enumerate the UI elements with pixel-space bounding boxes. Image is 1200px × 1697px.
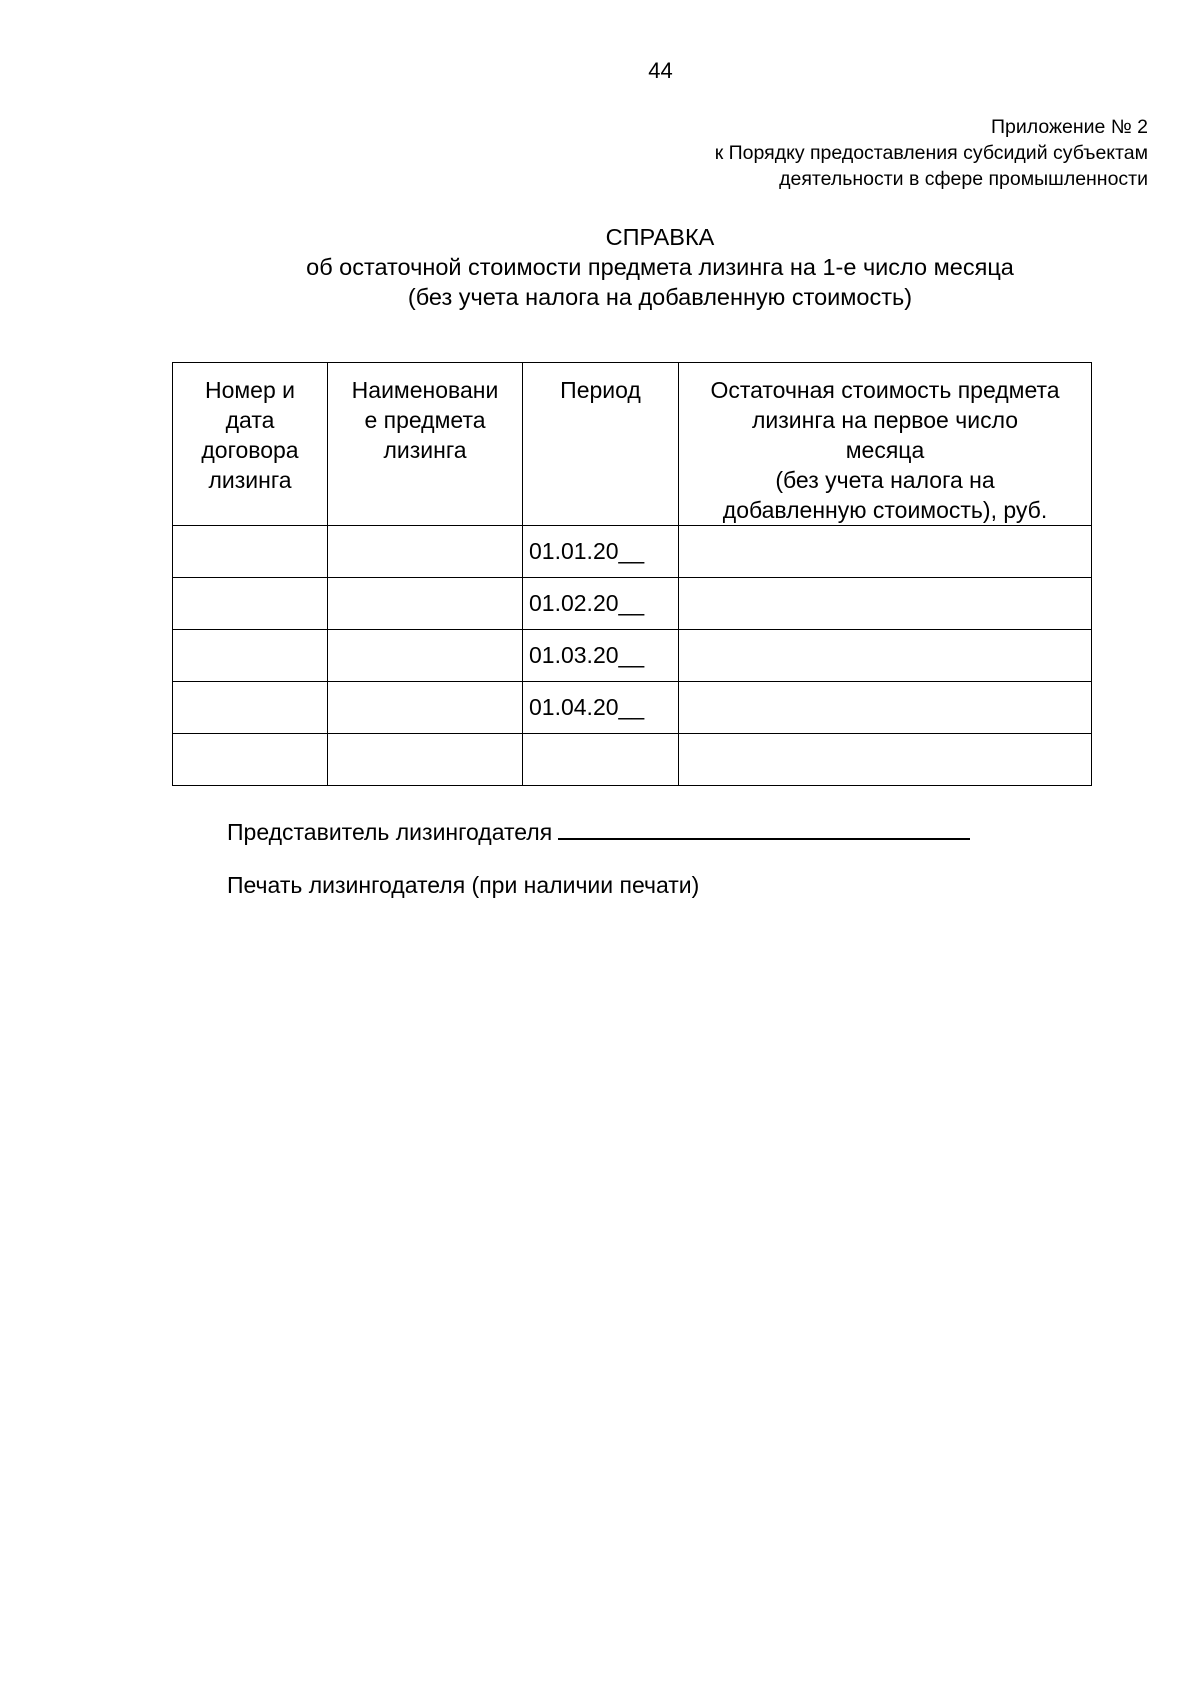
cell-period bbox=[523, 734, 679, 786]
table-row bbox=[173, 734, 1092, 786]
table-row bbox=[173, 578, 1092, 630]
header-leasing-subject: Наименовани е предмета лизинга bbox=[328, 363, 523, 526]
document-title bbox=[160, 222, 1160, 312]
page-number: 44 bbox=[648, 58, 673, 83]
table-row bbox=[173, 682, 1092, 734]
cell-subject[interactable] bbox=[328, 682, 523, 734]
cell-period: 01.04.20__ bbox=[523, 682, 679, 734]
table-row bbox=[173, 526, 1092, 578]
table-row bbox=[173, 630, 1092, 682]
title-line-1: СПРАВКА bbox=[605, 224, 715, 250]
cell-contract[interactable] bbox=[173, 526, 328, 578]
cell-contract[interactable] bbox=[173, 682, 328, 734]
cell-contract[interactable] bbox=[173, 734, 328, 786]
cell-period: 01.01.20__ bbox=[523, 526, 679, 578]
cell-residual-value[interactable] bbox=[679, 682, 1092, 734]
cell-subject[interactable] bbox=[328, 630, 523, 682]
lessor-signature-line bbox=[227, 818, 970, 846]
cell-residual-value[interactable] bbox=[679, 630, 1092, 682]
title-line-3: (без учета налога на добавленную стоимость) bbox=[407, 284, 913, 310]
cell-period: 01.03.20__ bbox=[523, 630, 679, 682]
cell-period: 01.02.20__ bbox=[523, 578, 679, 630]
residual-value-table bbox=[172, 362, 1092, 786]
appendix-line-1: Приложение № 2 bbox=[991, 116, 1148, 138]
cell-subject[interactable] bbox=[328, 578, 523, 630]
cell-contract[interactable] bbox=[173, 630, 328, 682]
cell-residual-value[interactable] bbox=[679, 578, 1092, 630]
appendix-line-3: деятельности в сфере промышленности bbox=[779, 168, 1148, 190]
signature-label: Представитель лизингодателя bbox=[227, 819, 553, 845]
cell-residual-value[interactable] bbox=[679, 734, 1092, 786]
title-line-2: об остаточной стоимости предмета лизинга на 1-е число месяца bbox=[306, 254, 1014, 280]
cell-contract[interactable] bbox=[173, 578, 328, 630]
cell-residual-value[interactable] bbox=[679, 526, 1092, 578]
appendix-line-2: к Порядку предоставления субсидий субъектам bbox=[714, 142, 1148, 164]
header-residual-value: Остаточная стоимость предмета лизинга на первое число месяца (без учета налога на добавленную стоимость), руб. bbox=[679, 363, 1092, 526]
header-period: Период bbox=[523, 363, 679, 526]
signature-blank[interactable] bbox=[558, 818, 970, 840]
appendix-note bbox=[715, 114, 1148, 192]
header-contract-number: Номер и дата договора лизинга bbox=[173, 363, 328, 526]
cell-subject[interactable] bbox=[328, 526, 523, 578]
cell-subject[interactable] bbox=[328, 734, 523, 786]
table-header-row bbox=[173, 363, 1092, 526]
lessor-seal-line: Печать лизингодателя (при наличии печати) bbox=[227, 872, 700, 898]
